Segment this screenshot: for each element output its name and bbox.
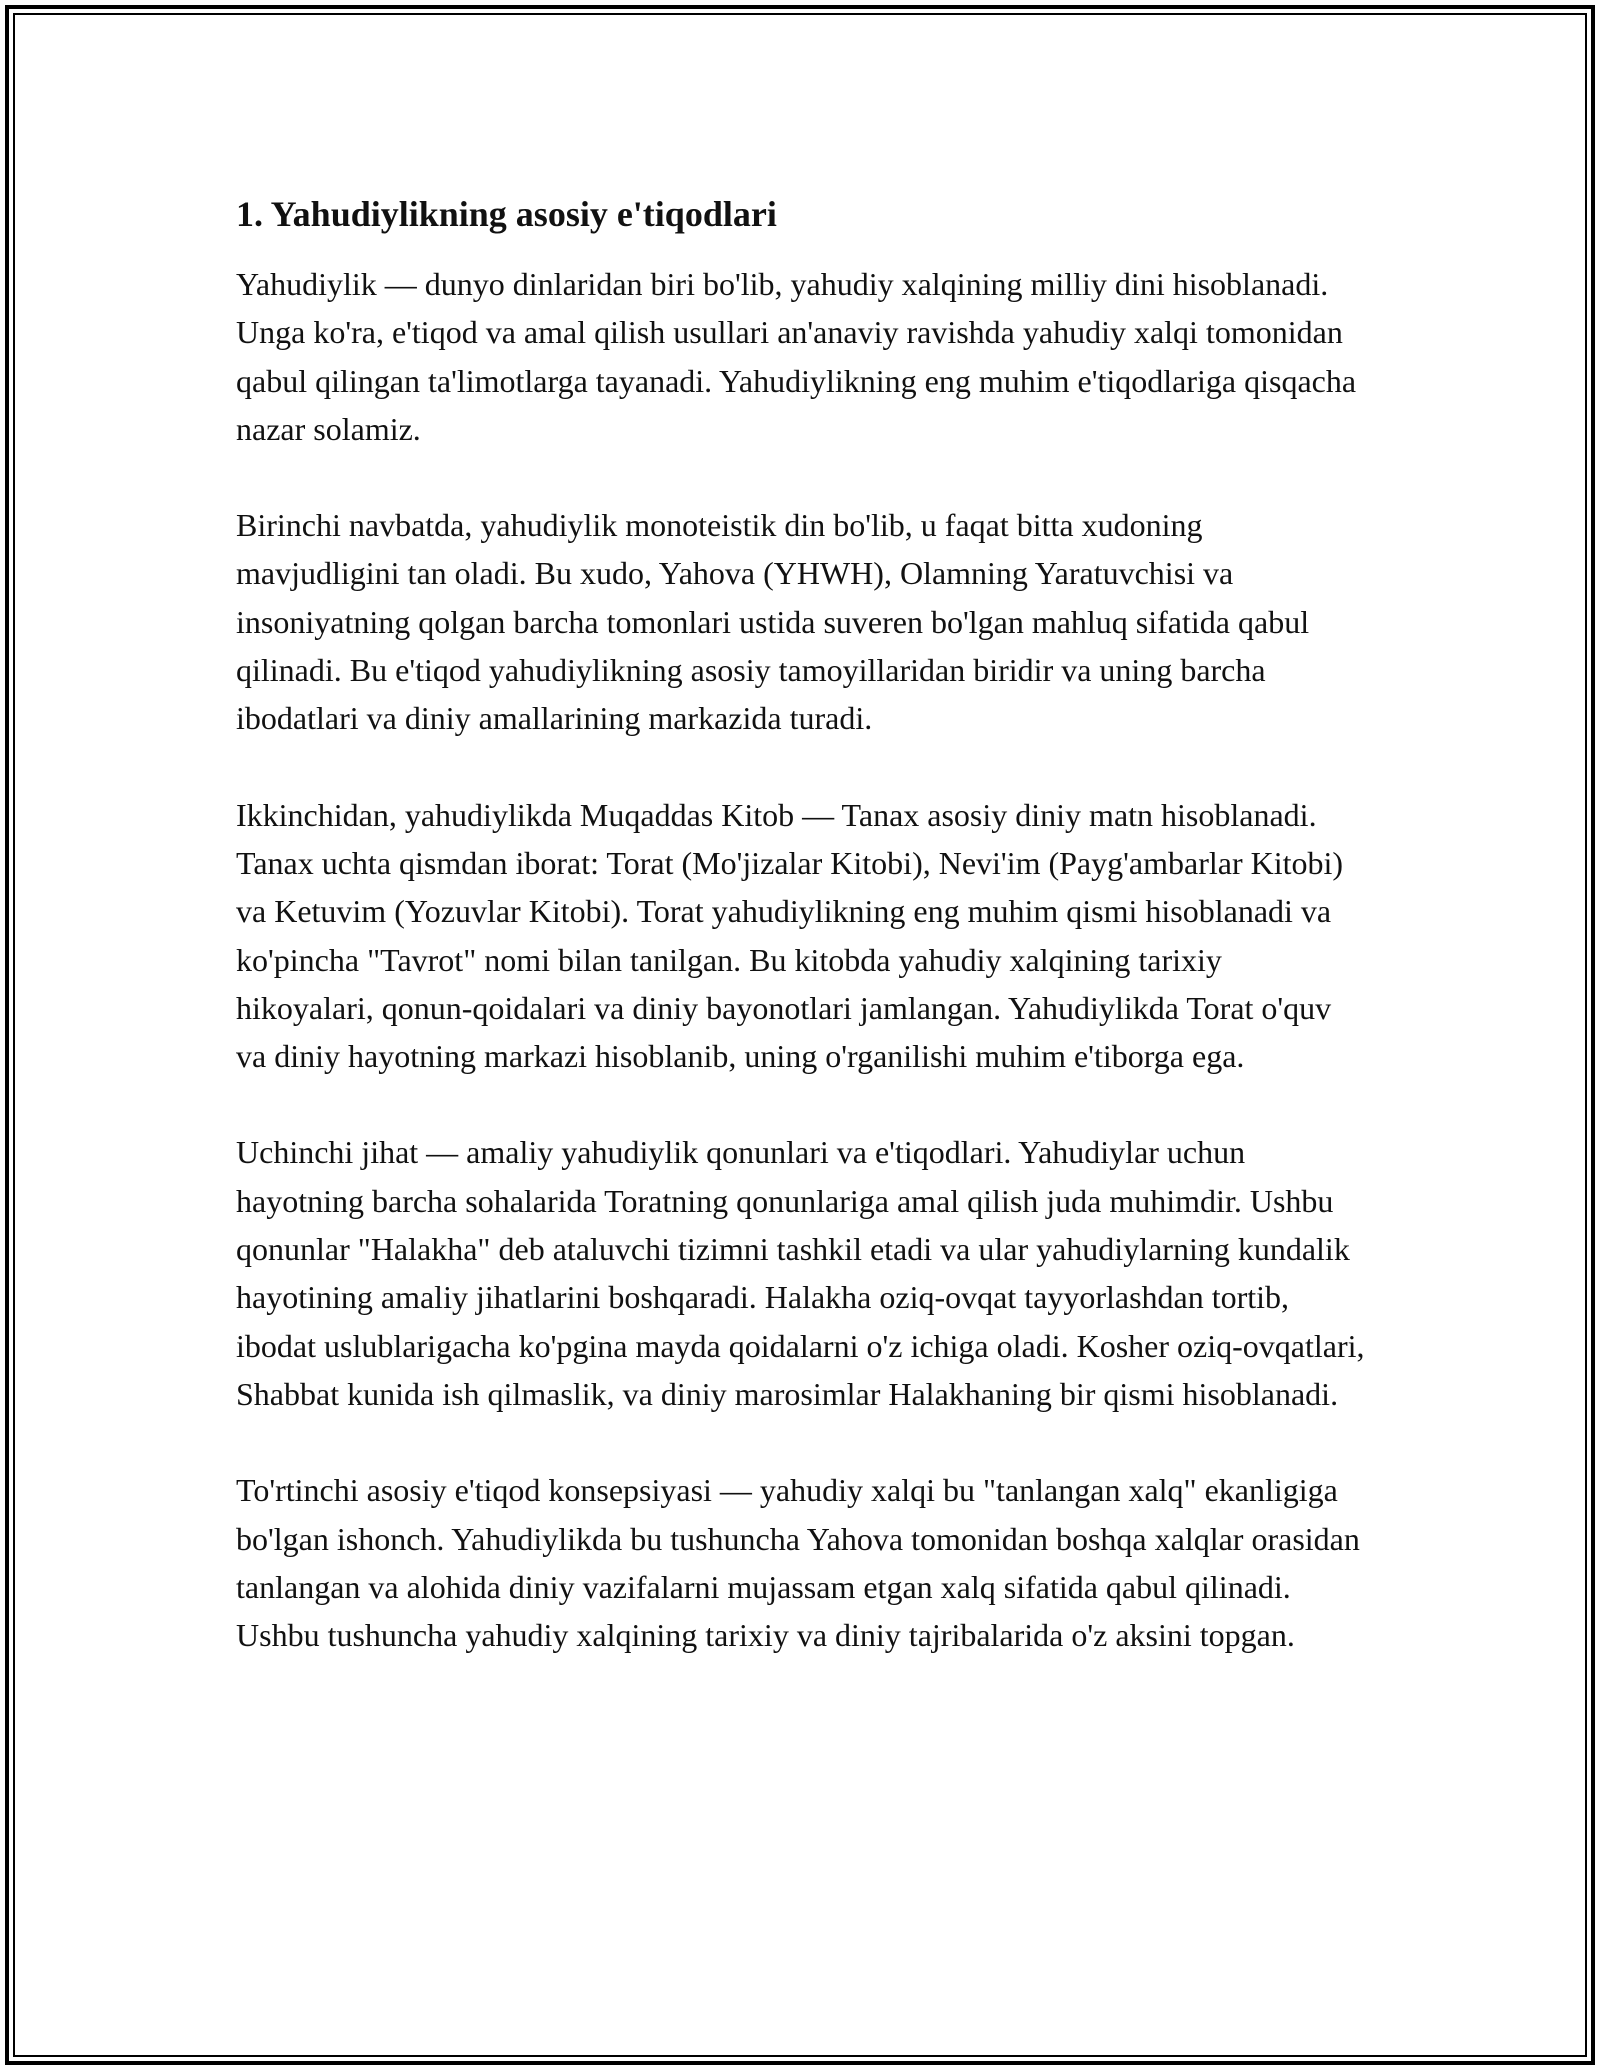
paragraph-monotheism: Birinchi navbatda, yahudiylik monoteistik din bo'lib, u faqat bitta xudoning mavjudligini tan oladi. Bu xudo, Yahova (YHWH), Olamning Yaratuvchisi va insoniyatning qolgan barcha tomonlari ustida suveren bo'lgan mahluq sifatida qabul qilinadi. Bu e'tiqod yahudiylikning asosiy tamoyillaridan biridir va uning barcha ibodatlari va diniy amallarining markazida turadi. [236,507,1310,737]
paragraph-chosen-people: To'rtinchi asosiy e'tiqod konsepsiyasi — yahudiy xalqi bu "tanlangan xalq" ekanligiga bo'lgan ishonch. Yahudiylikda bu tushuncha Yahova tomonidan boshqa xalqlar orasidan tanlangan va alohida diniy vazifalarni mujassam etgan xalq sifatida qabul qilinadi. Ushbu tushuncha yahudiy xalqining tarixiy va diniy tajribalarida o'z aksini topgan. [236,1472,1360,1654]
section-title: 1. Yahudiylikning asosiy e'tiqodlari [236,194,777,234]
paragraph-intro: Yahudiylik — dunyo dinlaridan biri bo'lib, yahudiy xalqining milliy dini hisoblanadi. Unga ko'ra, e'tiqod va amal qilish usullari an'anaviy ravishda yahudiy xalqi tomonidan qabul qilingan ta'limotlarga tayanadi. Yahudiylikning eng muhim e'tiqodlariga qisqacha nazar solamiz. [236,266,1357,447]
paragraph-tanakh: Ikkinchidan, yahudiylikda Muqaddas Kitob — Tanax asosiy diniy matn hisoblanadi. Tanax uchta qismdan iborat: Torat (Mo'jizalar Kitobi), Nevi'im (Payg'ambarlar Kitobi) va Ketuvim (Yozuvlar Kitobi). Torat yahudiylikning eng muhim qismi hisoblanadi va ko'pincha "Tavrot" nomi bilan tanilgan. Bu kitobda yahudiy xalqining tarixiy hikoyalari, qonun-qoidalari va diniy bayonotlari jamlangan. Yahudiylikda Torat o'quv va diniy hayotning markazi hisoblanib, uning o'rganilishi muhim e'tiborga ega. [236,796,1344,1075]
document-body [236,190,1366,1707]
paragraph-halakha: Uchinchi jihat — amaliy yahudiylik qonunlari va e'tiqodlari. Yahudiylar uchun hayotning barcha sohalarida Toratning qonunlariga amal qilish juda muhimdir. Ushbu qonunlar "Halakha" deb ataluvchi tizimni tashkil etadi va ular yahudiylarning kundalik hayotining amaliy jihatlarini boshqaradi. Halakha oziq-ovqat tayyorlashdan tortib, ibodat uslublarigacha ko'pgina mayda qoidalarni o'z ichiga oladi. Kosher oziq-ovqatlari, Shabbat kunida ish qilmaslik, va diniy marosimlar Halakhaning bir qismi hisoblanadi. [236,1134,1365,1412]
